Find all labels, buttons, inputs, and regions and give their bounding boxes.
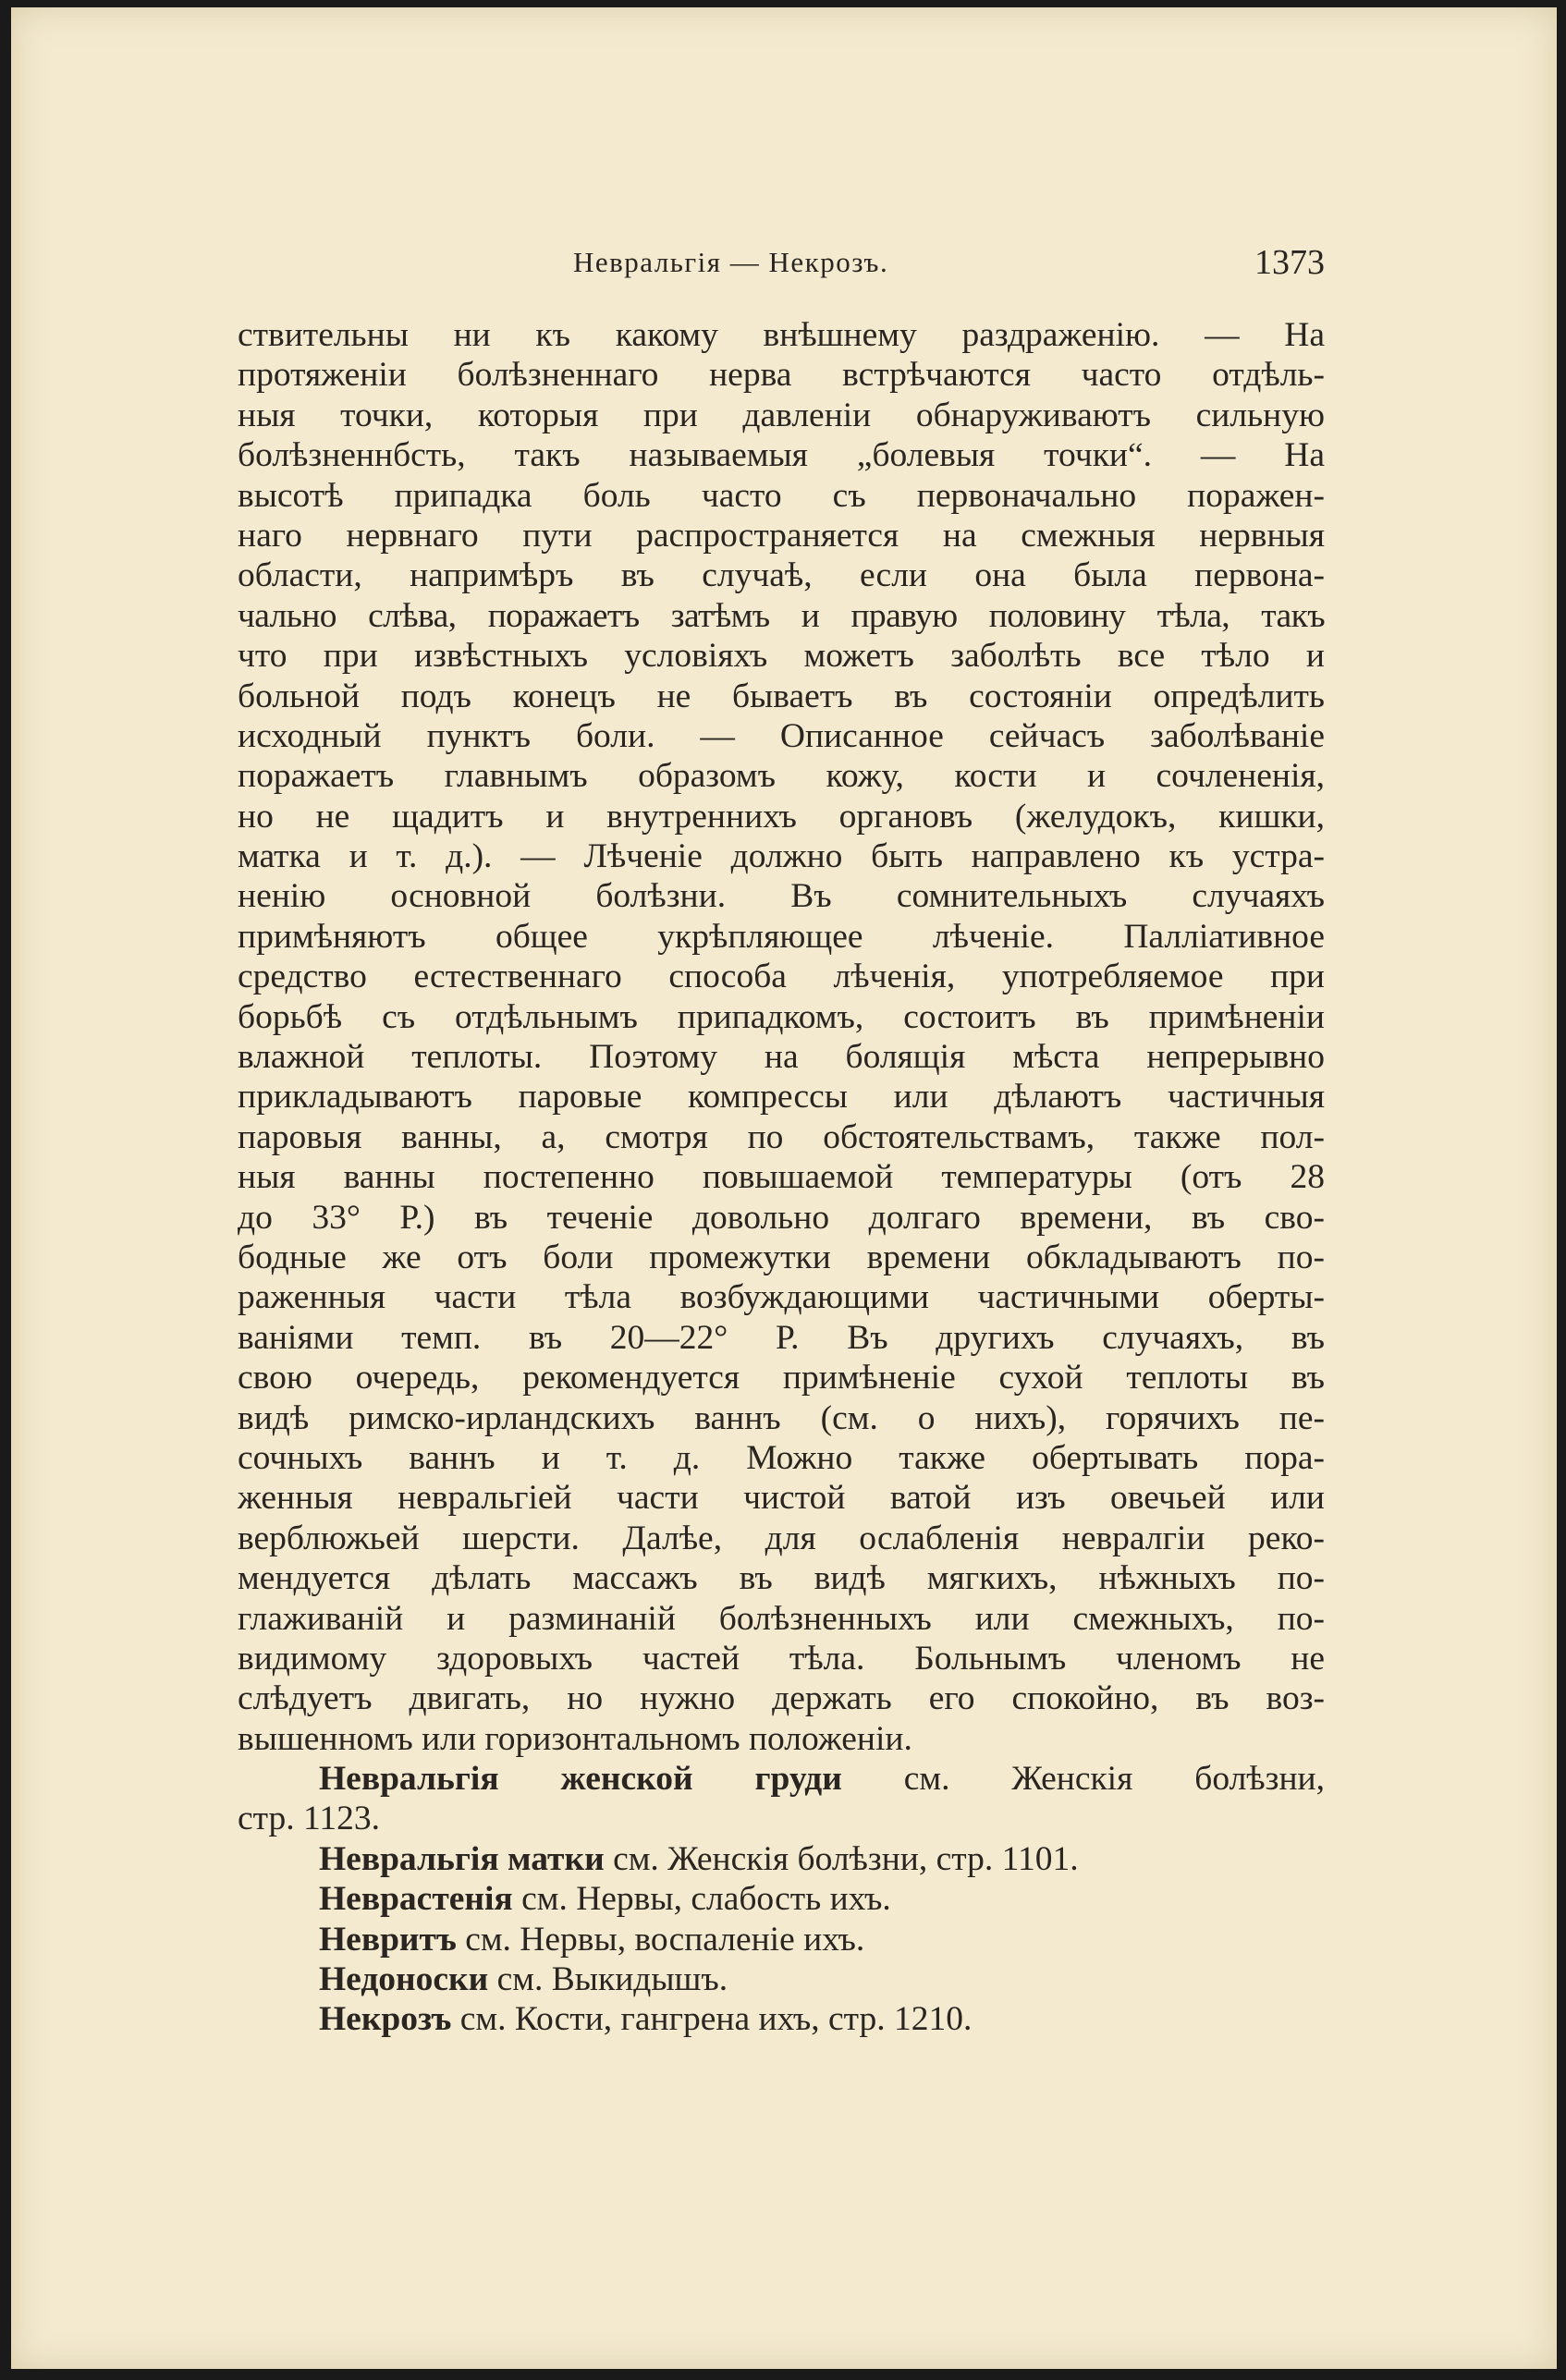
- text-line: вышенномъ или горизонтальномъ положеніи.: [238, 1719, 912, 1758]
- index-entry: [238, 1759, 1325, 1799]
- index-entry: [238, 1959, 1325, 1999]
- index-reference: см. Выкидышъ.: [488, 1960, 728, 1999]
- index-reference: см. Нервы, слабость ихъ.: [512, 1880, 891, 1919]
- index-term: Невритъ: [319, 1920, 457, 1959]
- index-term: Некрозъ: [319, 2000, 452, 2039]
- text-line: матка и т. д.). — Лѣченіе должно быть направлено къ устра-: [238, 837, 1325, 876]
- index-reference: см. Женскія болѣзни,: [841, 1760, 1325, 1799]
- book-page: [11, 7, 1557, 2369]
- index-term: Неврастенія: [319, 1880, 513, 1919]
- text-line: бодные же отъ боли промежутки времени обкладываютъ по-: [238, 1238, 1325, 1276]
- text-line: верблюжьей шерсти. Далѣе, для ослабленія невралгіи реко-: [238, 1519, 1325, 1557]
- text-line: паровыя ванны, а, смотря по обстоятельствамъ, также пол-: [238, 1117, 1325, 1156]
- text-line: до 33° Р.) въ теченіе довольно долгаго времени, въ сво-: [238, 1198, 1325, 1237]
- text-line: ненію основной болѣзни. Въ сомнительныхъ случаяхъ: [238, 877, 1325, 916]
- text-line: протяженіи болѣзненнаго нерва встрѣчаются часто отдѣль-: [238, 356, 1325, 395]
- index-entry: [238, 1839, 1325, 1879]
- page-number: 1373: [1254, 243, 1325, 282]
- text-line: влажной теплоты. Поэтому на болящія мѣста непрерывно: [238, 1038, 1325, 1077]
- index-term: Невральгія женской груди: [319, 1760, 842, 1799]
- text-line: ныя ванны постепенно повышаемой температуры (отъ 28: [238, 1158, 1325, 1197]
- text-line: средство естественнаго способа лѣченія, употребляемое при: [238, 958, 1325, 996]
- text-line: но не щадитъ и внутреннихъ органовъ (желудокъ, кишки,: [238, 797, 1325, 836]
- text-line: ваніями темп. въ 20—22° Р. Въ другихъ случаяхъ, въ: [238, 1318, 1325, 1357]
- text-line: видимому здоровыхъ частей тѣла. Больнымъ членомъ не: [238, 1639, 1325, 1678]
- text-line: ныя точки, которыя при давленіи обнаруживаютъ сильную: [238, 396, 1325, 434]
- index-entry-continuation: стр. 1123.: [238, 1800, 380, 1838]
- index-entry: [238, 1920, 1325, 1959]
- text-line: больной подъ конецъ не бываетъ въ состояніи опредѣлить: [238, 677, 1325, 715]
- text-line: сочныхъ ваннъ и т. д. Можно также обертывать пора-: [238, 1438, 1325, 1477]
- index-reference: см. Кости, гангрена ихъ, стр. 1210.: [451, 2000, 973, 2039]
- article-text: [238, 315, 1325, 2040]
- text-line: исходный пунктъ боли. — Описанное сейчасъ заболѣваніе: [238, 716, 1325, 755]
- text-line: что при извѣстныхъ условіяхъ можетъ заболѣть все тѣло и: [238, 637, 1325, 676]
- text-line: свою очередь, рекомендуется примѣненіе сухой теплоты въ: [238, 1359, 1325, 1397]
- text-line: примѣняютъ общее укрѣпляющее лѣченіе. Палліативное: [238, 917, 1325, 956]
- index-term: Невральгія матки: [319, 1839, 605, 1878]
- index-entry: [238, 1999, 1325, 2039]
- index-reference: см. Нервы, воспаленіе ихъ.: [456, 1920, 865, 1959]
- text-line: чально слѣва, поражаетъ затѣмъ и правую половину тѣла, такъ: [238, 596, 1325, 635]
- index-reference: см. Женскія болѣзни, стр. 1101.: [604, 1839, 1079, 1878]
- text-line: поражаетъ главнымъ образомъ кожу, кости и сочлененія,: [238, 757, 1325, 796]
- text-line: слѣдуетъ двигать, но нужно держать его спокойно, въ воз-: [238, 1679, 1325, 1718]
- index-entry: [238, 1879, 1325, 1919]
- text-line: прикладываютъ паровые компрессы или дѣлаютъ частичныя: [238, 1078, 1325, 1117]
- text-line: болѣзненнбсть, такъ называемыя „болевыя точки“. — На: [238, 436, 1325, 475]
- text-line: раженныя части тѣла возбуждающими частичными оберты-: [238, 1278, 1325, 1317]
- text-line: области, напримѣръ въ случаѣ, если она была первона-: [238, 556, 1325, 595]
- text-line: глаживаній и разминаній болѣзненныхъ или смежныхъ, по-: [238, 1599, 1325, 1638]
- text-line: мендуется дѣлать массажъ въ видѣ мягкихъ, нѣжныхъ по-: [238, 1559, 1325, 1598]
- text-line: видѣ римско-ирландскихъ ваннъ (см. о нихъ), горячихъ пе-: [238, 1398, 1325, 1437]
- index-term: Недоноски: [319, 1960, 489, 1999]
- running-head-title: Невральгія — Некрозъ.: [573, 246, 889, 278]
- text-line: женныя невральгіей части чистой ватой изъ овечьей или: [238, 1479, 1325, 1518]
- text-line: ствительны ни къ какому внѣшнему раздраженію. — На: [238, 316, 1325, 354]
- text-line: борьбѣ съ отдѣльнымъ припадкомъ, состоитъ въ примѣненіи: [238, 997, 1325, 1036]
- text-line: наго нервнаго пути распространяется на смежныя нервныя: [238, 516, 1325, 555]
- text-line: высотѣ припадка боль часто съ первоначально поражен-: [238, 476, 1325, 515]
- running-head: [238, 237, 1325, 292]
